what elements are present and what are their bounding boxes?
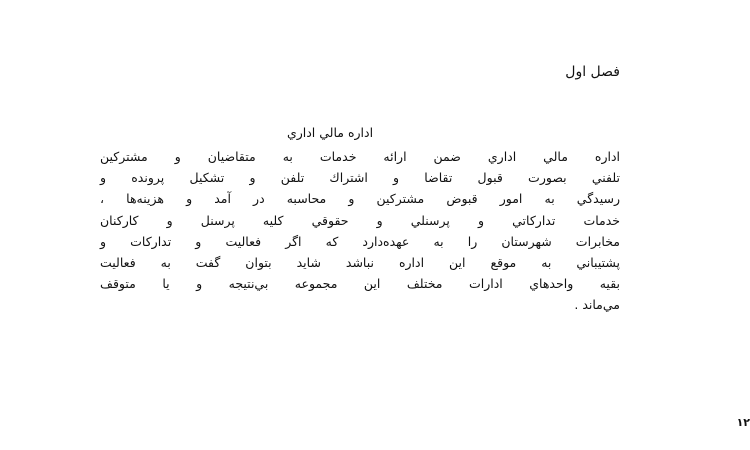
body-paragraph (100, 146, 620, 316)
paragraph-line: مي‌ماند . (574, 297, 620, 313)
section-title: اداره مالي اداري (286, 125, 374, 140)
chapter-title: فصل اول (565, 64, 620, 80)
paragraph-line: پشتيباني به موقع اين اداره نباشد شايد بتوان گفت به فعاليت (100, 255, 620, 271)
paragraph-line: اداره مالي اداري ضمن ارائه خدمات به متقاضيان و مشتركين (100, 149, 620, 164)
paragraph-line: خدمات تداركاتي و پرسنلي و حقوقي كليه پرسنل و كاركنان (100, 212, 620, 228)
page-number: ۱۲ (736, 416, 750, 429)
paragraph-line: رسيدگي به امور قبوض مشتركين و محاسبه در آمد و هزينه‌ها ، (100, 191, 620, 207)
paragraph-line: تلفني بصورت قبول تقاضا و اشتراك تلفن و تشكيل پرونده و (100, 170, 620, 186)
paragraph-line: مخابرات شهرستان را به عهده‌دارد كه اگر فعاليت و تداركات و (100, 233, 620, 249)
paragraph-line: بقيه واحدهاي ادارات مختلف اين مجموعه بي‌نتيجه و يا متوقف (100, 276, 620, 292)
